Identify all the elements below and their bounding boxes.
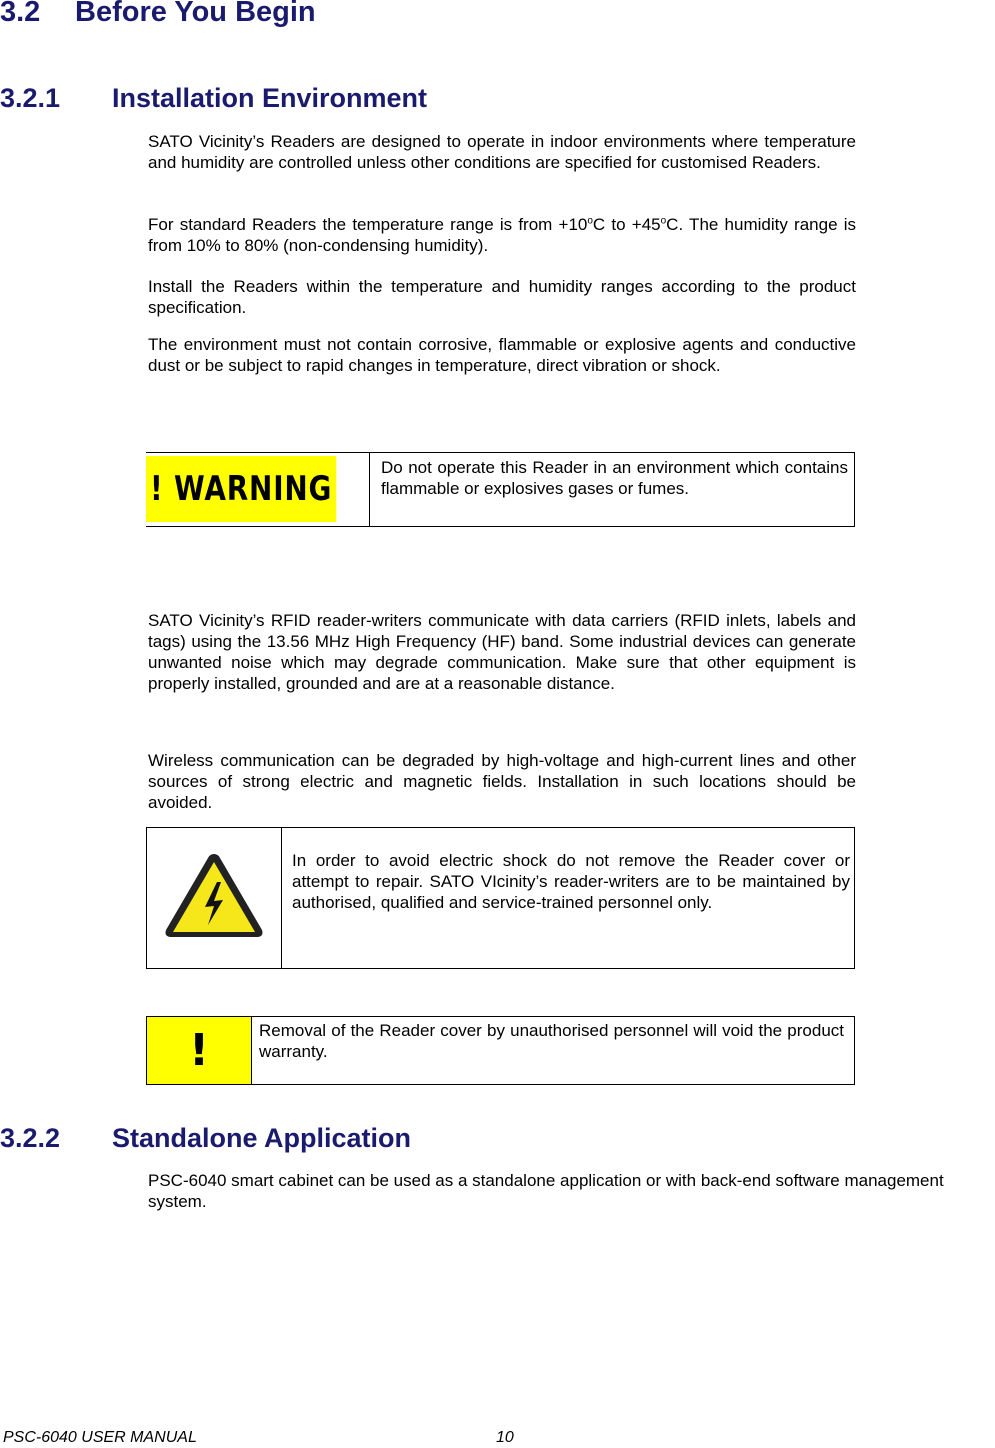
paragraph-standalone: PSC-6040 smart cabinet can be used as a standalone application or with back-end software management system. [148,1171,944,1211]
paragraph-environment: The environment must not contain corrosive, flammable or explosive agents and conductive dust or be subject to rapid changes in temperature, direct vibration or shock. [148,335,856,375]
paragraph-rfid: SATO Vicinity’s RFID reader-writers communicate with data carriers (RFID inlets, labels and tags) using the 13.56 MHz High Frequency (HF) band. Some industrial devices can generate unwanted noise which may degrade communication. Make sure that other equipment is properly installed, grounded and are at a reasonable distance. [148,611,856,693]
warranty-notice-box [146,1016,855,1085]
subsection-heading-installation [0,83,427,114]
shock-warning-text: In order to avoid electric shock do not remove the Reader cover or attempt to repair. SATO VIcinity’s reader-writers are to be maintained by authorised, qualified and service-trained personnel only. [292,851,850,912]
subsection-title: Installation Environment [112,83,428,113]
paragraph-install-ranges: Install the Readers within the temperature and humidity ranges according to the product specification. [148,277,856,317]
paragraph-wireless: Wireless communication can be degraded by high-voltage and high-current lines and other sources of strong electric and magnetic fields. Installation in such locations should be avoided. [148,751,856,812]
subsection-title: Standalone Application [112,1123,412,1153]
subsection-number: 3.2.1 [0,83,61,113]
warning-label: ! WARNING [146,456,336,522]
section-heading [0,0,316,29]
section-number: 3.2 [0,0,41,28]
footer-page-number: 10 [496,1429,514,1446]
subsection-heading-standalone [0,1123,411,1154]
footer-document-title: PSC-6040 USER MANUAL [3,1429,197,1446]
warning-text: Do not operate this Reader in an environment which contains flammable or explosives gases or fumes. [381,458,848,498]
warning-box [146,452,855,527]
paragraph-indoor-environments: SATO Vicinity’s Readers are designed to operate in indoor environments where temperature and humidity are controlled unless other conditions are specified for customised Readers. [148,132,856,172]
paragraph-temperature-range: For standard Readers the temperature range is from $+10^oC$ to $+45^oC$. The humidity range is from 10% to 80% (non-condensing humidity). [148,215,856,255]
exclamation-icon: ! [188,1025,210,1076]
warranty-notice-text: Removal of the Reader cover by unauthorised personnel will void the product warranty. [259,1021,844,1061]
subsection-number: 3.2.2 [0,1123,61,1153]
shock-warning-box [146,827,855,969]
high-voltage-warning-icon [161,850,267,942]
section-title: Before You Begin [75,0,316,28]
